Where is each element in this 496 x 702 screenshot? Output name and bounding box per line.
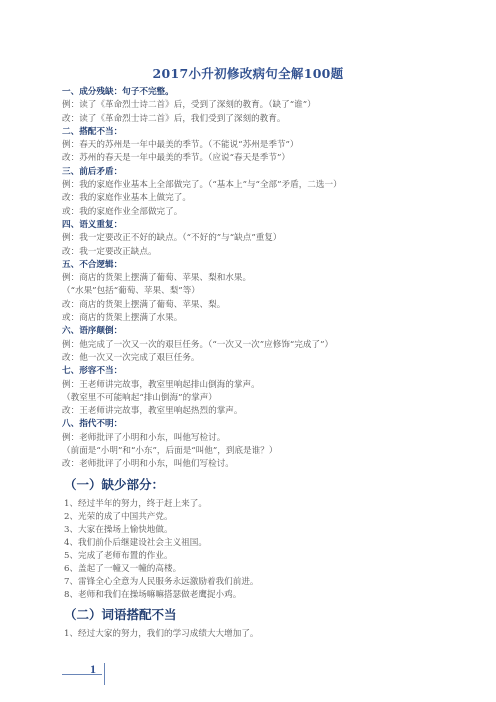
section-heading: 五、不合逻辑： [62, 259, 123, 270]
section-line: 改：我的家庭作业基本上做完了。 [62, 193, 191, 204]
section-heading: 四、语义重复： [62, 219, 123, 230]
section-line: 例：王老师讲完故事，教室里响起排山倒海的掌声。 [62, 379, 260, 390]
footer-rule [62, 674, 102, 675]
document-title: 2017小升初修改病句全解100题 [152, 66, 344, 81]
section-heading: 三、前后矛盾： [62, 166, 123, 177]
exercise-item: 4、我们前仆后继建设社会主义祖国。 [64, 537, 207, 548]
section-2 [62, 126, 442, 166]
part-1 [62, 476, 442, 603]
section-line: 改：王老师讲完故事，教室里响起热烈的掌声。 [62, 406, 243, 417]
document-body [62, 86, 442, 641]
part-2 [62, 606, 442, 641]
section-line: 或：商店的货架上摆满了水果。 [62, 313, 183, 324]
section-7 [62, 365, 442, 418]
section-line: 改：他一次又一次完成了艰巨任务。 [62, 352, 200, 363]
section-line: （前面是“小明”和“小东”，后面是“叫他”，到底是谁？） [62, 446, 278, 457]
section-3 [62, 166, 442, 219]
exercise-item: 3、大家在操场上愉快地做。 [64, 524, 173, 535]
section-4 [62, 219, 442, 259]
section-line: 例：他完成了一次又一次的艰巨任务。（“一次又一次”应修饰“完成了”） [62, 339, 334, 350]
part-heading: （一）缺少部分： [64, 476, 165, 492]
page-number: 1 [90, 662, 96, 676]
exercise-item: 5、完成了老师布置的作业。 [64, 550, 173, 561]
section-line: 改：苏州的春天是一年中最美的季节。（应说“春天是季节”） [62, 153, 290, 164]
exercise-item: 7、雷锋全心全意为人民服务永远激励着我们前进。 [64, 577, 259, 588]
section-line: 例：读了《革命烈士诗二首》后，受到了深刻的教育。（缺了“谁”） [62, 100, 316, 111]
section-heading: 八、指代不明： [62, 419, 123, 430]
section-8 [62, 418, 442, 471]
section-line: 改：老师批评了小明和小东，叫他们写检讨。 [62, 459, 234, 470]
section-5 [62, 259, 442, 325]
footer-divider [104, 663, 105, 685]
section-line: 例：我一定要改正不好的缺点。（“不好的”与“缺点”重复） [62, 233, 282, 244]
exercise-item: 6、盖起了一幢又一幢的高楼。 [64, 564, 182, 575]
section-heading: 七、形容不当： [62, 366, 123, 377]
section-line: 例：春天的苏州是一年中最美的季节。（不能说“苏州是季节”） [62, 140, 299, 151]
section-line: 改：我一定要改正缺点。 [62, 246, 157, 257]
section-heading: 二、搭配不当： [62, 126, 123, 137]
section-line: （教室里不可能响起“排山倒海”的掌声） [62, 392, 217, 403]
section-6 [62, 325, 442, 365]
section-line: 例：商店的货架上摆满了葡萄、苹果、梨和水果。 [62, 273, 252, 284]
section-heading: 一、成分残缺：句子不完整。 [62, 87, 174, 97]
exercise-item: 1、经过半年的努力，终于赶上来了。 [64, 498, 207, 509]
section-1 [62, 86, 442, 126]
section-line: 改：读了《革命烈士诗二首》后，我们受到了深刻的教育。 [62, 113, 286, 124]
section-line: 例：我的家庭作业基本上全部做完了。（“基本上”与“全部”矛盾，二选一） [62, 180, 342, 191]
part-heading: （二）词语搭配不当 [64, 607, 177, 623]
exercise-item: 2、光荣的成了中国共产党。 [64, 511, 173, 522]
section-line: 或：我的家庭作业全部做完了。 [62, 206, 183, 217]
section-heading: 六、语序颠倒： [62, 326, 123, 337]
section-line: （“水果”包括“葡萄、苹果、梨”等） [62, 286, 200, 297]
exercise-item: 1、经过大家的努力，我们的学习成绩大大增加了。 [64, 629, 259, 640]
section-line: 例：老师批评了小明和小东，叫他写检讨。 [62, 432, 226, 443]
exercise-item: 8、老师和我们在操场嘛嘛搭瑟做老鹰捉小鸡。 [64, 590, 242, 601]
section-line: 改：商店的货架上摆满了葡萄、苹果、梨。 [62, 299, 226, 310]
